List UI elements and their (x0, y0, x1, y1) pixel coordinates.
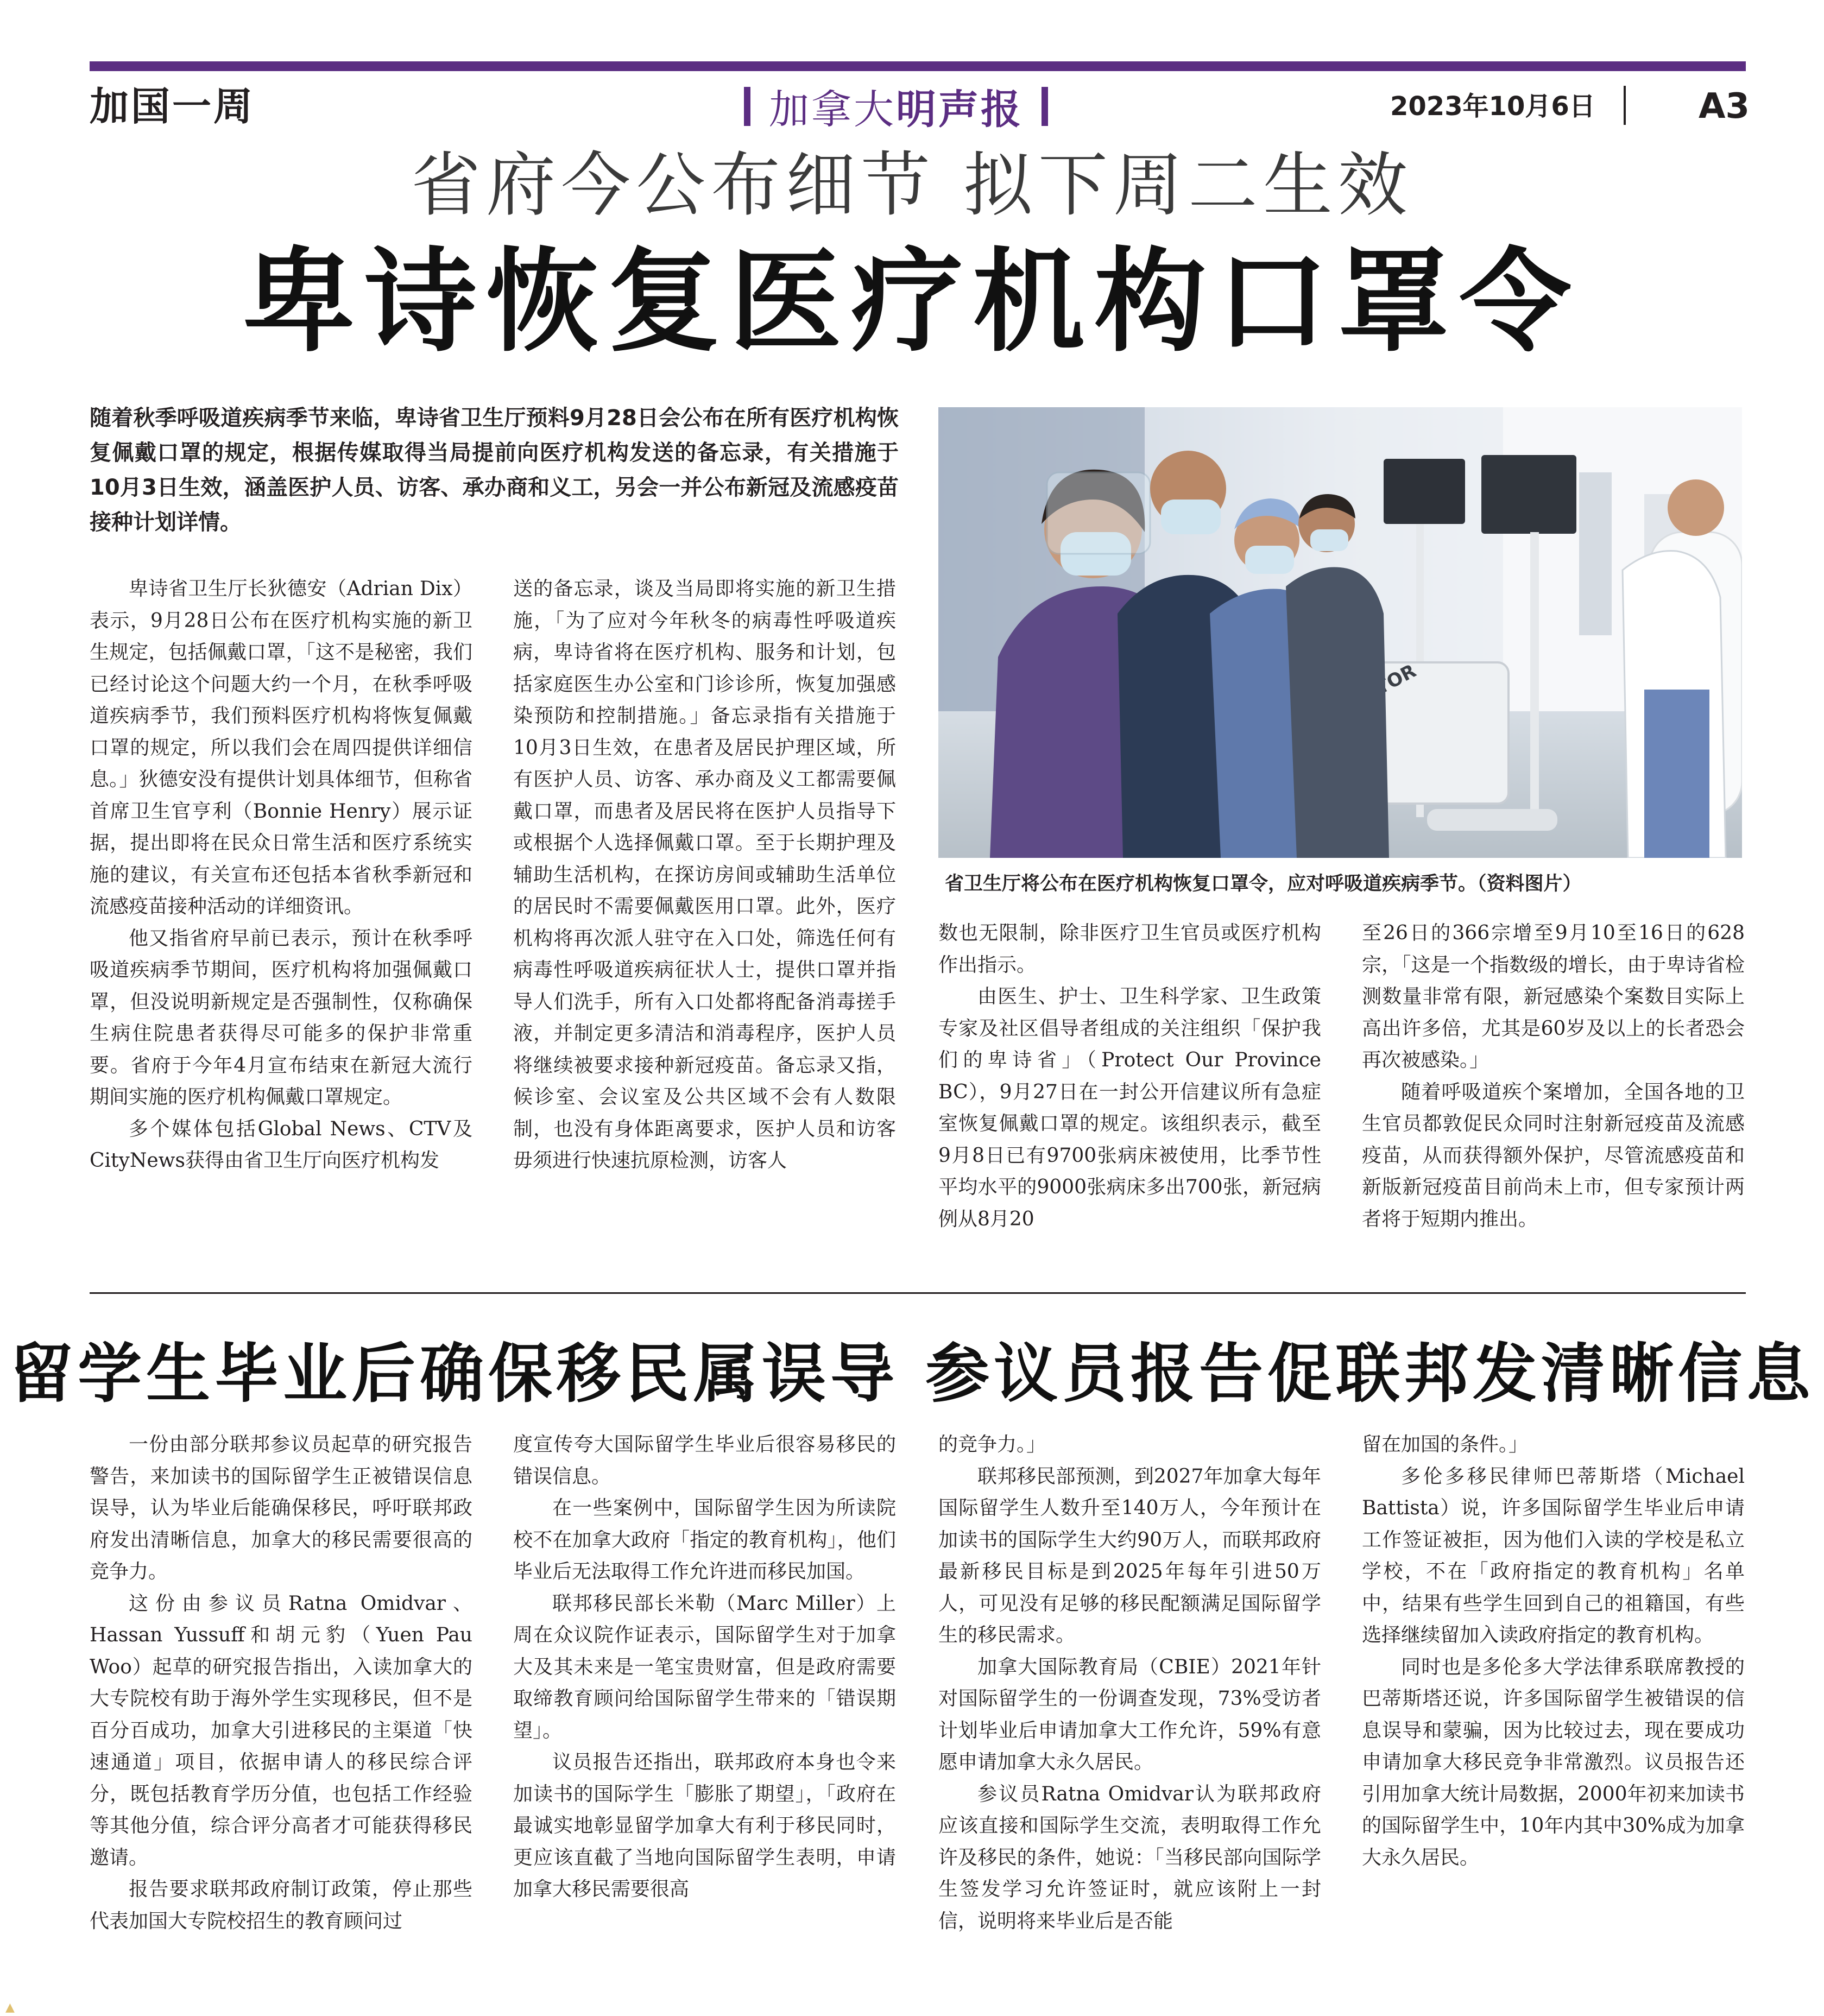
article1-subhead: 省府今公布细节 拟下周二生效 (411, 145, 1413, 226)
article2-paragraph: 在一些案例中，国际留学生因为所读院校不在加拿大政府「指定的教育机构」，他们毕业后无法取得工作允许进而移民加国。 (513, 1497, 896, 1583)
article1-column-1 (90, 573, 472, 1177)
article2-paragraph: 一份由部分联邦参议员起草的研究报告警告，来加读书的国际留学生正被错误信息误导，认为毕业后能确保移民，呼吁联邦政府发出清晰信息，加拿大的移民需要很高的竞争力。 (90, 1433, 472, 1583)
article1-paragraph: 多个媒体包括Global News、CTV及CityNews获得由省卫生厅向医疗机构发 (90, 1117, 472, 1172)
issue-date: 2023年10月6日 (1390, 91, 1595, 122)
article2-column-1 (90, 1429, 472, 1937)
section-name: 加国一周 (90, 83, 255, 129)
article2-paragraph: 多伦多移民律师巴蒂斯塔（Michael Battista）说，许多国际留学生毕业后申请工作签证被拒，因为他们入读的学校是私立学校，不在「政府指定的教育机构」名单中，结果有些学生回到自己的祖籍国，有些选择继续留加入读政府指定的教育机构。 (1362, 1465, 1745, 1646)
header-vertical-rule (1624, 86, 1626, 125)
article1-paragraph: 数也无限制，除非医疗卫生官员或医疗机构作出指示。 (938, 922, 1321, 976)
article-divider (90, 1292, 1746, 1294)
article1-headline: 卑诗恢复医疗机构口罩令 (243, 236, 1581, 367)
article1-column-3 (938, 918, 1321, 1235)
article1-paragraph: 随着呼吸道疾个案增加，全国各地的卫生官员都敦促民众同时注射新冠疫苗及流感疫苗，从而获得额外保护，尽管流感疫苗和新版新冠疫苗目前尚未上市，但专家预计两者将于短期内推出。 (1362, 1080, 1745, 1230)
article1-paragraph: 由医生、护士、卫生科学家、卫生政策专家及社区倡导者组成的关注组织「保护我们的卑诗省」（Protect Our Province BC），9月27日在一封公开信建议所有急症室恢复佩戴口罩的规定。该组织表示，截至9月8日已有9700张病床被使用，比季节性平均水平的9000张病床多出700张，新冠病例从8月20 (938, 985, 1321, 1230)
article1-photo (938, 407, 1742, 858)
newspaper-masthead (744, 79, 1048, 134)
article2-paragraph: 这份由参议员Ratna Omidvar、Hassan Yussuff和胡元豹（Yuen Pau Woo）起草的研究报告指出，入读加拿大的大专院校有助于海外学生实现移民，但不是百分百成功，加拿大引进移民的主渠道「快速通道」项目，依据申请人的移民综合评分，既包括教育学历分值，也包括工作经验等其他分值，综合评分高者才可能获得移民邀请。 (90, 1592, 472, 1869)
article2-column-4 (1362, 1429, 1745, 1874)
article1-paragraph: 他又指省府早前已表示，预计在秋季呼吸道疾病季节期间，医疗机构将加强佩戴口罩，但没说明新规定是否强制性，仅称确保生病住院患者获得尽可能多的保护非常重要。省府于今年4月宣布结束在新冠大流行期间实施的医疗机构佩戴口罩规定。 (90, 927, 472, 1108)
article2-column-2 (513, 1429, 896, 1906)
newspaper-name-regular: 加拿大 (769, 86, 896, 133)
masthead-left-bar (744, 87, 750, 126)
article2-paragraph: 联邦移民部长米勒（Marc Miller）上周在众议院作证表示，国际留学生对于加拿大及其未来是一笔宝贵财富，但是政府需要取缔教育顾问给国际留学生带来的「错误期望」。 (513, 1592, 896, 1742)
article2-paragraph: 加拿大国际教育局（CBIE）2021年针对国际留学生的一份调查发现，73%受访者计划毕业后申请加拿大工作允许，59%有意愿申请加拿大永久居民。 (938, 1655, 1321, 1773)
article2-paragraph: 的竞争力。」 (938, 1433, 1046, 1456)
article1-column-4 (1362, 918, 1745, 1235)
page-number: A3 (1699, 86, 1750, 127)
masthead-right-bar (1042, 87, 1048, 126)
article1-lede: 随着秋季呼吸道疾病季节来临，卑诗省卫生厅预料9月28日会公布在所有医疗机构恢复佩戴口罩的规定，根据传媒取得当局提前向医疗机构发送的备忘录，有关措施于10月3日生效，涵盖医护人员、访客、承办商和义工，另会一并公布新冠及流感疫苗接种计划详情。 (90, 406, 899, 535)
newspaper-name-bold: 明声报 (896, 86, 1023, 133)
article1-column-2 (513, 573, 896, 1177)
article2-column-3 (938, 1429, 1321, 1937)
article1-paragraph: 送的备忘录，谈及当局即将实施的新卫生措施，「为了应对今年秋冬的病毒性呼吸道疾病，卑诗省将在医疗机构、服务和计划，包括家庭医生办公室和门诊诊所，恢复加强感染预防和控制措施。」备忘录指有关措施于10月3日生效，在患者及居民护理区域，所有医护人员、访客、承办商及义工都需要佩戴口罩，而患者及居民将在医护人员指导下或根据个人选择佩戴口罩。至于长期护理及辅助生活机构，在探访房间或辅助生活单位的居民时不需要佩戴医用口罩。此外，医疗机构将再次派人驻守在入口处，筛选任何有病毒性呼吸道疾病征状人士，提供口罩并指导人们洗手，所有入口处都将配备消毒搓手液，并制定更多清洁和消毒程序，医护人员将继续被要求接种新冠疫苗。备忘录又指，候诊室、会议室及公共区域不会有人数限制，也没有身体距离要求，医护人员和访客毋须进行快速抗原检测，访客人 (513, 578, 896, 1172)
hospital-staff-photo (938, 407, 1742, 858)
masthead-top-bar (90, 61, 1746, 71)
print-registration-mark: ▲ (5, 2001, 15, 2014)
newspaper-name (769, 78, 1023, 135)
article2-headline: 留学生毕业后确保移民属误导 参议员报告促联邦发清晰信息 (9, 1336, 1815, 1411)
article2-paragraph: 议员报告还指出，联邦政府本身也令来加读书的国际学生「膨胀了期望」，「政府在最诚实地彰显留学加拿大有利于移民同时，更应该直截了当地向国际留学生表明，申请加拿大移民需要很高 (513, 1751, 896, 1900)
photo-caption: 省卫生厅将公布在医疗机构恢复口罩令，应对呼吸道疾病季节。（资料图片） (945, 873, 1582, 895)
article2-paragraph: 报告要求联邦政府制订政策，停止那些代表加国大专院校招生的教育顾问过 (90, 1878, 472, 1932)
article2-paragraph: 联邦移民部预测，到2027年加拿大每年国际留学生人数升至140万人，今年预计在加读书的国际学生大约90万人，而联邦政府最新移民目标是到2025年每年引进50万人，可见没有足够的移民配额满足国际留学生的移民需求。 (938, 1465, 1321, 1646)
article2-paragraph: 度宣传夸大国际留学生毕业后很容易移民的错误信息。 (513, 1433, 896, 1488)
article1-paragraph: 至26日的366宗增至9月10至16日的628宗，「这是一个指数级的增长，由于卑诗省检测数量非常有限，新冠感染个案数目实际上高出许多倍，尤其是60岁及以上的长者恐会再次被感染。」 (1362, 922, 1745, 1071)
article2-paragraph: 同时也是多伦多大学法律系联席教授的巴蒂斯塔还说，许多国际留学生被错误的信息误导和蒙骗，因为比较过去，现在要成功申请加拿大移民竞争非常激烈。议员报告还引用加拿大统计局数据，2000年初来加读书的国际留学生中，10年内其中30%成为加拿大永久居民。 (1362, 1655, 1745, 1869)
article1-paragraph: 卑诗省卫生厅长狄德安（Adrian Dix）表示，9月28日公布在医疗机构实施的新卫生规定，包括佩戴口罩，「这不是秘密，我们已经讨论这个问题大约一个月，在秋季呼吸道疾病季节，我们预料医疗机构将恢复佩戴口罩的规定，所以我们会在周四提供详细信息。」狄德安没有提供计划具体细节，但称省首席卫生官亨利（Bonnie Henry）展示证据，提出即将在民众日常生活和医疗系统实施的建议，有关宣布还包括本省秋季新冠和流感疫苗接种活动的详细资讯。 (90, 578, 472, 918)
article2-paragraph: 留在加国的条件。」 (1362, 1433, 1529, 1456)
article2-paragraph: 参议员Ratna Omidvar认为联邦政府应该直接和国际学生交流，表明取得工作允许及移民的条件，她说：「当移民部向国际学生签发学习允许签证时，就应该附上一封信，说明将来毕业后是否能 (938, 1783, 1321, 1932)
